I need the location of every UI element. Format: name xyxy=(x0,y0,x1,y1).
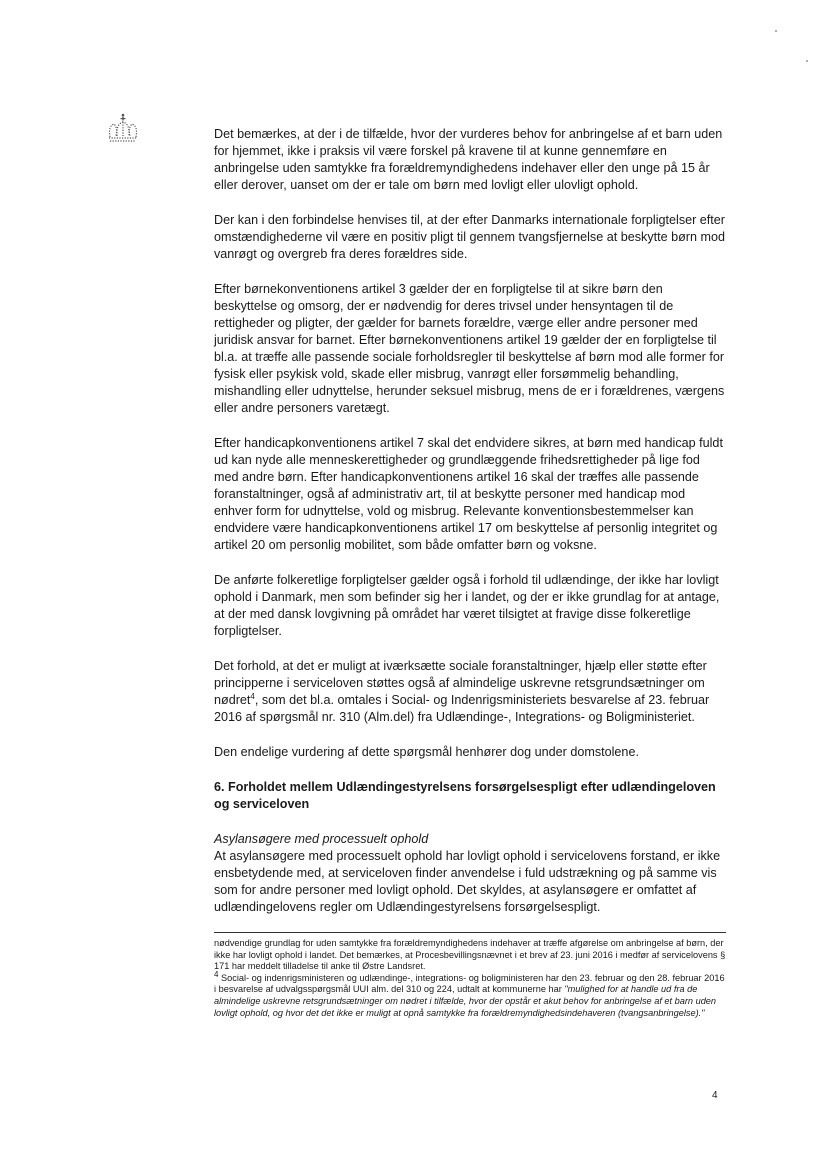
royal-crown-icon xyxy=(104,110,142,148)
paragraph: Det bemærkes, at der i de tilfælde, hvor der vurderes behov for anbringelse af et barn uden for hjemmet, ikke i praksis vil være forskel på kravene til at kunne gennemføre en anbringelse uden samtykke fra forældremyndighedens indehaver eller den unge på 15 år eller derover, uanset om der er tale om børn med lovligt eller ulovligt ophold. xyxy=(214,127,723,192)
subheading: Asylansøgere med processuelt ophold xyxy=(214,832,429,846)
paragraph: At asylansøgere med processuelt ophold har lovligt ophold i servicelovens forstand, er ikke ensbetydende med, at serviceloven finder anvendelse i fuld udstrækning og på samme vis som for andre personer med lovligt ophold. Det skyldes, at asylansøgere er omfattet af udlændingelovens regler om Udlændingestyrelsens forsørgelsespligt. xyxy=(214,849,721,914)
paragraph: Efter børnekonventionens artikel 3 gælder der en forpligtelse til at sikre børn den beskyttelse og omsorg, der er nødvendig for deres trivsel under hensyntagen til de rettigheder og pligter, der gælder for barnets forældre, værge eller andre personer med juridisk ansvar for barnet. Efter børnekonventionens artikel 19 gælder der en forpligtelse til bl.a. at træffe alle passende sociale forholdsregler til beskyttelse af børn mod alle former for fysisk eller psykisk vold, skade eller misbrug, vanrøgt eller forsømmelig behandling, mishandling eller udnyttelse, herunder seksuel misbrug, mens de er i forældrenes, værgens eller andre personers varetægt. xyxy=(214,282,725,415)
subsection xyxy=(214,831,726,916)
paragraph: Den endelige vurdering af dette spørgsmål henhører dog under domstolene. xyxy=(214,745,639,759)
footnote-continued: nødvendige grundlag for uden samtykke fra forældremyndighedens indehaver at træffe afgørelse om anbringelse af børn, der ikke har lovligt ophold i landet. Det bemærkes, at Procesbevillingsnævnet i et brev af 23. juni 2016 i medfør af servicelovens § 171 har meddelt tilladelse til anke til Østre Landsret. xyxy=(214,938,726,972)
paragraph-text: , som det bl.a. omtales i Social- og Indenrigsministeriets besvarelse af 23. februar 2016 af spørgsmål nr. 310 (Alm.del) fra Udlændinge-, Integrations- og Boligministeriet. xyxy=(214,693,710,724)
body-text xyxy=(214,126,726,916)
paragraph: Efter handicapkonventionens artikel 7 skal det endvidere sikres, at børn med handicap fuldt ud kan nyde alle menneskerettigheder og grundlæggende frihedsrettigheder på lige fod med andre børn. Efter handicapkonventionens artikel 16 skal der træffes alle passende foranstaltninger, også af administrativ art, til at beskytte personer med handicap mod enhver form for udnyttelse, vold og misbrug. Relevante konventionsbestemmelser kan endvidere være handicapkonventionens artikel 17 om beskyttelse af personlig integritet og artikel 20 om personlig mobilitet, som både omfatter børn og voksne. xyxy=(214,436,723,552)
footnote-number: 4 xyxy=(214,969,219,979)
footnotes xyxy=(214,938,726,1019)
paragraph: De anførte folkeretlige forpligtelser gælder også i forhold til udlændinge, der ikke har lovligt ophold i Danmark, men som befinder sig her i landet, og der er ikke grundlag for at antage, at der med dansk lovgivning på området har været tilsigtet at fravige disse folkeretlige forpligtelser. xyxy=(214,573,720,638)
footnote-reference[interactable]: 4 xyxy=(250,691,255,701)
paragraph: Der kan i den forbindelse henvises til, at der efter Danmarks internationale forpligtelser efter omstændighederne vil være en positiv pligt til gennem tvangsfjernelse at beskytte børn mod vanrøgt og overgreb fra deres forældres side. xyxy=(214,213,726,261)
footnote-divider xyxy=(214,932,726,933)
scan-speck xyxy=(775,30,777,32)
page-number: 4 xyxy=(712,1090,718,1101)
footnote-quote: "mulighed for at handle ud fra de almindelige uskrevne retsgrundsætninger om nødret i tilfælde, hvor der opstår et akut behov for anbringelse af et barn uden lovligt ophold, og hvor det det ikke er muligt at opnå samtykke fra forældremyndighedsindehaveren (tvangsanbringelse)." xyxy=(214,984,717,1018)
paragraph-text: Det forhold, at det er muligt at iværksætte sociale foranstaltninger, hjælp eller støtte efter principperne i serviceloven støttes også af almindelige uskrevne retsgrundsætninger om nødret xyxy=(214,659,707,707)
scan-speck xyxy=(806,60,808,62)
section-heading: 6. Forholdet mellem Udlændingestyrelsens forsørgelsespligt efter udlændingeloven og serviceloven xyxy=(214,780,716,811)
footnote-text: Social- og indenrigsministeren og udlændinge-, integrations- og boligministeren har den 23. februar og den 28. februar 2016 i besvarelse af udvalgsspørgsmål UUI alm. del 310 og 224, udtalt at kommunerne har xyxy=(214,972,725,995)
paragraph xyxy=(214,658,726,726)
footnote-4 xyxy=(214,969,726,1019)
